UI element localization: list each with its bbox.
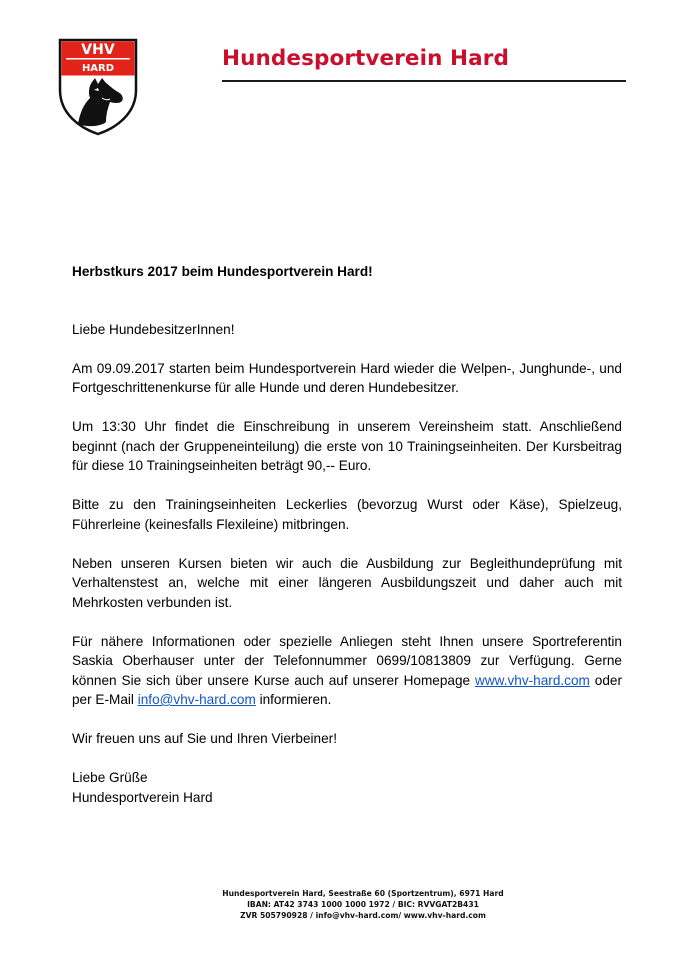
contact-text-before: Für nähere Informationen oder spezielle Anliegen steht Ihnen unsere Sportreferentin Saskia Oberhauser unter der Telefonnummer 0699/10813809 zur Verfügung. Gerne können Sie sich über unsere Kurse auch auf unserer Homepage [72, 633, 622, 688]
closing-line: Wir freuen uns auf Sie und Ihren Vierbeiner! [72, 731, 337, 746]
title-underline [222, 80, 626, 82]
signoff-sender: Hundesportverein Hard [72, 789, 213, 805]
footer-registry: ZVR 505790928 / info@vhv-hard.com/ www.vhv-hard.com [240, 911, 486, 920]
footer-bank: IBAN: AT42 3743 1000 1000 1972 / BIC: RVVGAT2B431 [247, 900, 479, 909]
contact-text-middle: oder per E-Mail [72, 672, 622, 707]
paragraph-registration: Um 13:30 Uhr findet die Einschreibung in unserem Vereinsheim statt. Anschließend beginnt (nach der Gruppeneinteilung) die erste von 10 Trainingseinheiten. Der Kursbeitrag für diese 10 Trainingseinheiten beträgt 90,-- Euro. [72, 419, 622, 473]
footer-address: Hundesportverein Hard, Seestraße 60 (Sportzentrum), 6971 Hard [222, 889, 504, 898]
svg-text:HARD: HARD [81, 63, 115, 74]
homepage-link[interactable]: www.vhv-hard.com [475, 672, 590, 688]
svg-text:VHV: VHV [81, 42, 115, 58]
paragraph-equipment: Bitte zu den Trainingseinheiten Leckerlies (bevorzug Wurst oder Käse), Spielzeug, Führerleine (keinesfalls Flexileine) mitbringen. [72, 497, 622, 532]
paragraph-contact [72, 632, 622, 710]
shield-icon [58, 38, 138, 136]
paragraph-course-start: Am 09.09.2017 starten beim Hundesportverein Hard wieder die Welpen-, Junghunde-, und Fortgeschrittenenkurse für alle Hunde und deren Hundebesitzer. [72, 360, 622, 395]
email-link[interactable]: info@vhv-hard.com [137, 692, 256, 707]
letter-footer [0, 888, 686, 921]
club-logo [58, 38, 138, 136]
contact-text-after: informieren. [255, 692, 332, 707]
org-title: Hundesportverein Hard [222, 46, 509, 71]
salutation: Liebe HundebesitzerInnen! [72, 321, 235, 337]
signoff-greeting: Liebe Grüße [72, 770, 148, 785]
paragraph-companion-dog-test: Neben unseren Kursen bieten wir auch die Ausbildung zur Begleithundeprüfung mit Verhaltenstest an, welche mit einer längeren Ausbildungszeit und daher auch mit Mehrkosten verbunden ist. [72, 555, 622, 610]
letter-heading: Herbstkurs 2017 beim Hundesportverein Hard! [72, 264, 373, 279]
letter-body [72, 262, 622, 807]
